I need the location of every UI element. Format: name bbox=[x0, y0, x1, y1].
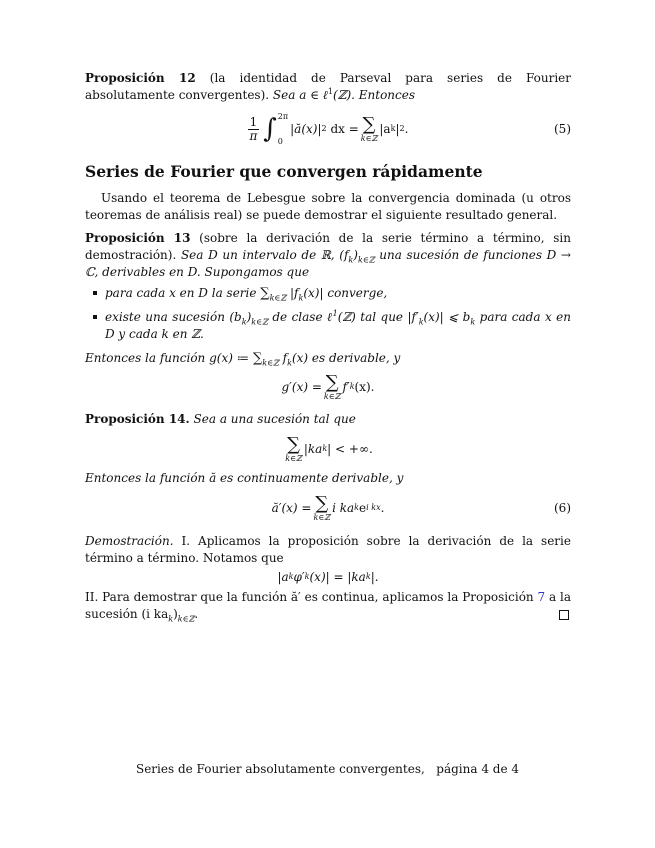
concl-a: Entonces la función g(x) ≔ bbox=[85, 351, 253, 365]
equation-proof: |a k φ′ k (x)| = |ka k |. bbox=[277, 570, 379, 584]
ka-body: |ka bbox=[303, 442, 323, 456]
proof-part2-sub: k bbox=[168, 614, 174, 624]
eq6-exp: e bbox=[359, 501, 367, 515]
prop13-conclusion bbox=[85, 350, 571, 367]
eq6-sum bbox=[313, 492, 331, 522]
sum-sign: ∑ bbox=[325, 371, 339, 393]
equation-number-6: (6) bbox=[554, 501, 571, 515]
eq6-lhs: ă′(x) = bbox=[271, 501, 312, 515]
equation-g-prime: g′(x) = ∑ k∈ℤ f′ k (x). bbox=[281, 371, 375, 401]
cond2-a: existe una sucesión (b bbox=[105, 310, 242, 324]
gprime-rhs: f′ bbox=[342, 380, 350, 394]
prop13-condition-2 bbox=[105, 309, 571, 343]
eq6-end: . bbox=[380, 501, 385, 515]
prop14-conclusion: Entonces la función ă es continuamente derivable, y bbox=[85, 471, 404, 485]
gprime-lhs: g′(x) = bbox=[281, 380, 322, 394]
proof-part2-a: II. Para demostrar que la función ă′ es continua, aplicamos la Proposición bbox=[85, 590, 538, 604]
prop13-hyp-sub: k bbox=[348, 255, 354, 265]
eq5-sum-sub: k∈ℤ bbox=[360, 133, 378, 143]
gprime-sum-sub: k∈ℤ bbox=[323, 391, 341, 401]
prop12-lead: (la identidad de Parseval para series de Fourier absolutamente convergentes). bbox=[85, 71, 572, 102]
prop13-hyp-sub2: k∈ℤ bbox=[357, 255, 375, 265]
prop13-lead: (sobre la derivación de la serie término a término, sin demostración). bbox=[85, 231, 571, 262]
concl-c: (x) es derivable, y bbox=[291, 351, 401, 365]
eq5-rhs-end: . bbox=[404, 122, 409, 136]
cond1-sub: k∈ℤ bbox=[269, 293, 287, 303]
proposition-14 bbox=[85, 411, 571, 428]
proposition-12 bbox=[85, 70, 571, 104]
eq6-sum-sub: k∈ℤ bbox=[313, 512, 331, 522]
ka-sum-sub: k∈ℤ bbox=[285, 453, 302, 463]
eq5-rhs-tail: | bbox=[395, 122, 400, 136]
eq5-frac-den: π bbox=[249, 128, 258, 143]
footer-page-number: página 4 de 4 bbox=[436, 762, 519, 776]
proof-eq-a: |a bbox=[277, 570, 289, 584]
cond1-a: para cada x en D la serie bbox=[105, 286, 261, 300]
cond2-c: de clase ℓ bbox=[267, 310, 333, 324]
proof-part2-c: ) bbox=[173, 607, 178, 621]
prop13-hyp-tail: una sucesión de funciones D → ℂ, derivables en D. Supongamos que bbox=[85, 248, 571, 279]
eq5-integrand: |ă(x)| bbox=[290, 122, 322, 136]
concl-sub: k∈ℤ bbox=[262, 358, 279, 368]
prop13-label: Proposición 13 bbox=[85, 231, 191, 245]
prop12-label: Proposición 12 bbox=[85, 71, 196, 85]
cond2-b: ) bbox=[246, 310, 252, 324]
sum-sign: ∑ bbox=[362, 113, 376, 135]
eq6-body: i ka bbox=[332, 501, 355, 515]
cond1-c: (x)| converge, bbox=[303, 286, 388, 300]
concl-sum: ∑ bbox=[252, 351, 263, 366]
equation-number-5: (5) bbox=[554, 122, 571, 136]
prop13-condition-1 bbox=[105, 285, 571, 302]
sum-sign: ∑ bbox=[287, 433, 300, 455]
cond1-b: |f bbox=[286, 286, 299, 300]
integral-sign: ∫ bbox=[263, 114, 277, 144]
page-content bbox=[85, 70, 571, 623]
prop13-conditions bbox=[85, 285, 571, 343]
proof-part1-text: I. Aplicamos la proposición sobre la derivación de la serie término a término. Notamos que bbox=[85, 534, 571, 565]
ka-sum bbox=[285, 433, 302, 463]
proof-part2-b: a la sucesión (i ka bbox=[85, 590, 572, 621]
eq5-sum bbox=[360, 113, 378, 143]
eq5-int-limits bbox=[278, 112, 288, 146]
cond2-sub4: k bbox=[470, 317, 476, 327]
cond1-sum: ∑ bbox=[260, 286, 270, 301]
proof-eq-d: |. bbox=[370, 570, 379, 584]
proof-eq-c: (x)| = |ka bbox=[309, 570, 366, 584]
proof-label: Demostración. bbox=[85, 534, 174, 548]
prop12-hyp-post: (ℤ). Entonces bbox=[333, 88, 415, 102]
eq5-integral bbox=[263, 112, 288, 146]
proof-part2-d: . bbox=[194, 607, 199, 621]
gprime-rhs-tail: (x). bbox=[354, 380, 375, 394]
eq5-int-lower: 0 bbox=[277, 137, 283, 146]
proof-eq-b: φ′ bbox=[293, 570, 305, 584]
cond2-f: para cada x en D y cada k en ℤ. bbox=[105, 310, 571, 341]
prop13-hyp-rest: ) bbox=[353, 248, 358, 262]
concl-b: f bbox=[278, 351, 288, 365]
prop12-hyp-sup: 1 bbox=[327, 87, 333, 96]
proof-part-2 bbox=[85, 589, 571, 623]
equation-6: ă′(x) = ∑ k∈ℤ i ka k e i kx . (6) bbox=[271, 492, 571, 522]
cond2-sub3: k bbox=[418, 317, 424, 327]
footer-title: Series de Fourier absolutamente convergentes, bbox=[135, 762, 425, 776]
eq5-int-upper: 2π bbox=[277, 112, 289, 121]
cond2-sup: 1 bbox=[332, 309, 338, 318]
eq5-dx: dx = bbox=[330, 122, 359, 136]
ka-tail: | < +∞. bbox=[327, 442, 373, 456]
cond2-sub: k bbox=[241, 317, 247, 327]
prop13-hyp: Sea D un intervalo de ℝ, (f bbox=[180, 248, 349, 262]
proposition-13 bbox=[85, 230, 571, 281]
prop14-label: Proposición 14. bbox=[85, 412, 190, 426]
proof-part-1 bbox=[85, 533, 571, 567]
equation-sum-ka: ∑ k∈ℤ |ka k | < +∞. bbox=[285, 433, 373, 463]
sum-sign: ∑ bbox=[315, 492, 329, 514]
page-footer bbox=[0, 762, 655, 776]
gprime-sum bbox=[323, 371, 341, 401]
cond2-d: (ℤ) tal que |f′ bbox=[337, 310, 419, 324]
cond1-sub2: k bbox=[298, 293, 304, 303]
eq5-frac-num: 1 bbox=[249, 114, 258, 129]
proof-part2-sub2: k∈ℤ bbox=[177, 614, 195, 624]
concl-sub2: k bbox=[287, 358, 292, 368]
section-intro: Usando el teorema de Lebesgue sobre la convergencia dominada (u otros teoremas de análisis real) se puede demostrar el siguiente resultado general. bbox=[85, 191, 571, 222]
eq5-rhs: |a bbox=[379, 122, 391, 136]
section-title: Series de Fourier que convergen rápidamente bbox=[85, 162, 483, 181]
prop14-hyp: Sea a una sucesión tal que bbox=[193, 412, 356, 426]
prop12-hyp-pre: Sea bbox=[272, 88, 296, 102]
equation-5: $\frac{1}{\pi}$ ∫ 2π 0 |ă(x)| 2 dx = ∑ k∈ℤ |a k | 2 . (5) bbox=[249, 112, 571, 146]
eq5-fraction bbox=[248, 116, 260, 143]
prop12-hyp-math: a ∈ ℓ bbox=[299, 88, 328, 102]
qed-square-icon bbox=[559, 610, 569, 620]
proposition-7-link[interactable]: 7 bbox=[537, 590, 546, 604]
cond2-sub2: k∈ℤ bbox=[251, 317, 268, 327]
cond2-e: (x)| ⩽ b bbox=[423, 310, 471, 324]
